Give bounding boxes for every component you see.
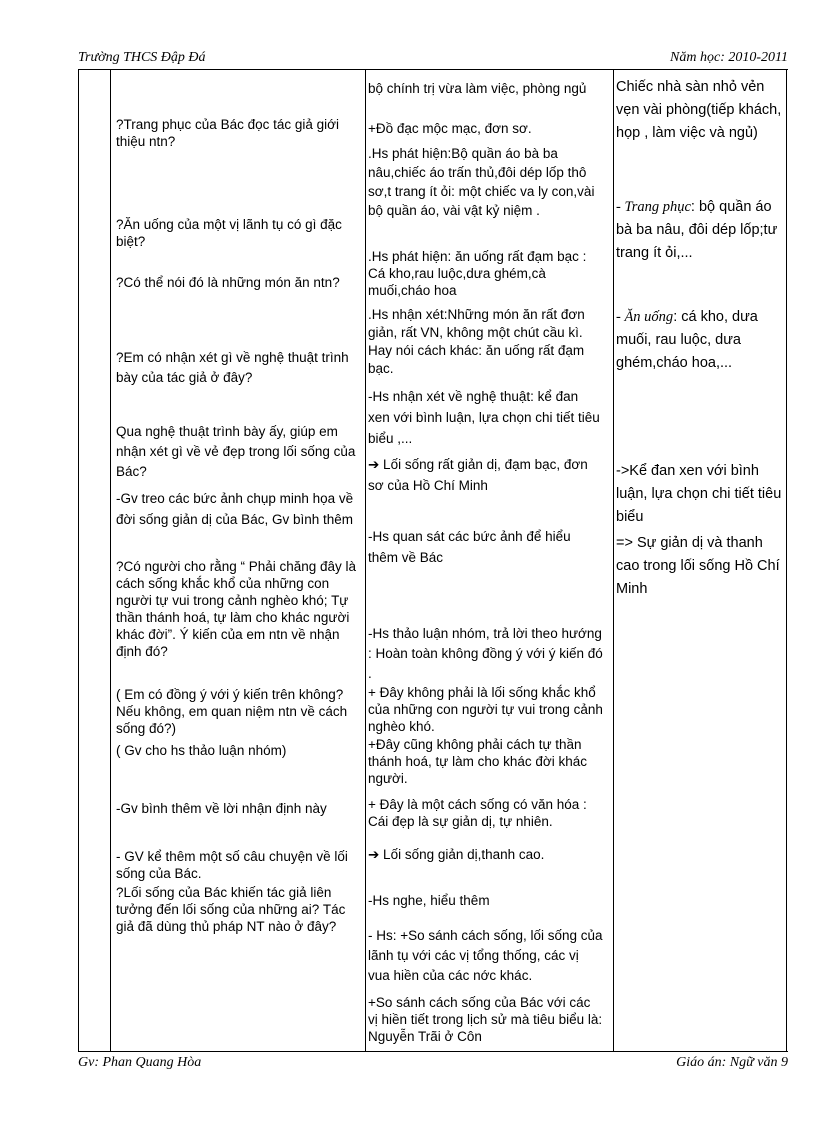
content-column — [613, 70, 786, 1050]
table-border-left — [78, 70, 79, 1051]
student-note-1: bộ chính trị vừa làm việc, phòng ngủ — [368, 81, 587, 96]
lesson-table — [78, 70, 787, 1051]
content-ket-luan: => Sự giản dị và thanh cao trong lối sống Hồ Chí Minh — [616, 535, 780, 597]
student-note-6: -Hs nhận xét về nghệ thuật: kể đan xen với bình luận, lựa chọn chi tiết tiêu biểu ,... — [368, 389, 600, 446]
student-note-4: .Hs phát hiện: ăn uống rất đạm bạc : Cá kho,rau luộc,dưa ghém,cà muối,cháo hoa — [368, 249, 587, 298]
question-an-uong: ?Ăn uống của một vị lãnh tụ có gì đặc biệt? — [116, 217, 342, 249]
question-ve-dep: Qua nghệ thuật trình bày ấy, giúp em nhận xét gì về vẻ đẹp trong lối sống của Bác? — [116, 424, 356, 479]
label-an-uong: - Ăn uống — [616, 309, 674, 325]
student-note-7: ➔ Lối sống rất giản dị, đạm bạc, đơn sơ của Hồ Chí Minh — [368, 457, 588, 493]
school-year: Năm học: 2010-2011 — [670, 50, 788, 65]
student-note-9: -Hs thảo luận nhóm, trả lời theo hướng : Hoàn toàn không đồng ý với ý kiến đó . — [368, 626, 603, 681]
student-activity-column — [365, 70, 603, 1050]
student-note-14: -Hs nghe, hiểu thêm — [368, 893, 490, 908]
table-border-right — [786, 70, 787, 1051]
question-y-kien: ?Có người cho rằng “ Phải chăng đây là cách sống khắc khổ của những con người tự vui trong cảnh nghèo khó; Tự thần thánh hoá, tự làm cho khác người khác đời”. Ý kiến của em ntn về nhận định đó? — [116, 559, 357, 659]
student-note-5: .Hs nhận xét:Những món ăn rất đơn giản, rất VN, không một chút cầu kì. Hay nói cách khác: ăn uống rất đạm bạc. — [368, 307, 585, 376]
student-note-13: ➔ Lối sống giản dị,thanh cao. — [368, 847, 545, 862]
teacher-group-discussion: ( Gv cho hs thảo luận nhóm) — [116, 743, 287, 758]
student-note-11: +Đây cũng không phải cách tự thần thánh hoá, tự làm cho khác đời khác người. — [368, 737, 588, 786]
content-nha-san: Chiếc nhà sàn nhỏ vẻn vẹn vài phòng(tiếp khách, họp , làm việc và ngủ) — [616, 79, 782, 141]
table-divider-1 — [110, 70, 111, 1051]
teacher-comment: -Gv bình thêm về lời nhận định này — [116, 801, 327, 816]
label-trang-phuc: - Trang phục — [616, 199, 691, 215]
footer-rule — [78, 1051, 788, 1052]
content-nghe-thuat: ->Kể đan xen với bình luận, lựa chọn chi tiết tiêu biểu — [616, 463, 782, 525]
student-note-3: .Hs phát hiện:Bộ quần áo bà ba nâu,chiếc áo trấn thủ,đôi dép lốp thô sơ,t trang ít ỏi: một chiếc va ly con,vài bộ quần áo, vài vật kỷ niệm . — [368, 146, 595, 218]
student-note-8: -Hs quan sát các bức ảnh để hiểu thêm về Bác — [368, 529, 571, 565]
content-trang-phuc: - Trang phục: bộ quần áo bà ba nâu, đôi dép lốp;tư trang ít ỏi,... — [616, 199, 778, 261]
question-dong-y: ( Em có đồng ý với ý kiến trên không? Nếu không, em quan niệm ntn về cách sống đó?) — [116, 687, 348, 736]
lesson-plan-title: Giáo án: Ngữ văn 9 — [676, 1055, 788, 1070]
teacher-show-photos: -Gv treo các bức ảnh chụp minh họa về đời sống giản dị của Bác, Gv bình thêm — [116, 491, 354, 527]
question-trang-phuc: ?Trang phục của Bác đọc tác giả giới thiệu ntn? — [116, 117, 339, 149]
student-note-15: - Hs: +So sánh cách sống, lối sống của lãnh tụ với các vị tổng thống, các vị vua hiền của các nớc khác. — [368, 928, 603, 983]
teacher-name: Gv: Phan Quang Hòa — [78, 1055, 202, 1070]
student-note-2: +Đồ đạc mộc mạc, đơn sơ. — [368, 121, 532, 136]
teacher-stories: - GV kể thêm một số câu chuyện về lối sống của Bác. — [116, 849, 348, 881]
question-nghe-thuat: ?Em có nhận xét gì về nghệ thuật trình bày của tác giả ở đây? — [116, 350, 349, 385]
teacher-activity-column — [113, 70, 359, 1050]
student-note-12: + Đây là một cách sống có văn hóa : Cái đẹp là sự giản dị, tự nhiên. — [368, 797, 587, 829]
content-an-uong: - Ăn uống: cá kho, dưa muối, rau luộc, dưa ghém,cháo hoa,... — [616, 309, 758, 371]
question-mon-an: ?Có thể nói đó là những món ăn ntn? — [116, 275, 340, 290]
question-lien-tuong: ?Lối sống của Bác khiến tác giả liên tưởng đến lối sống của những ai? Tác giả đã dùng thủ pháp NT nào ở đây? — [116, 885, 346, 934]
student-note-10: + Đây không phải là lối sống khắc khổ của những con người tự vui trong cảnh nghèo khó. — [368, 685, 603, 734]
student-note-16: +So sánh cách sống của Bác với các vị hiền tiết trong lịch sử mà tiêu biểu là: Nguyễn Trãi ở Côn — [368, 995, 603, 1044]
school-name: Trường THCS Đập Đá — [78, 50, 206, 65]
